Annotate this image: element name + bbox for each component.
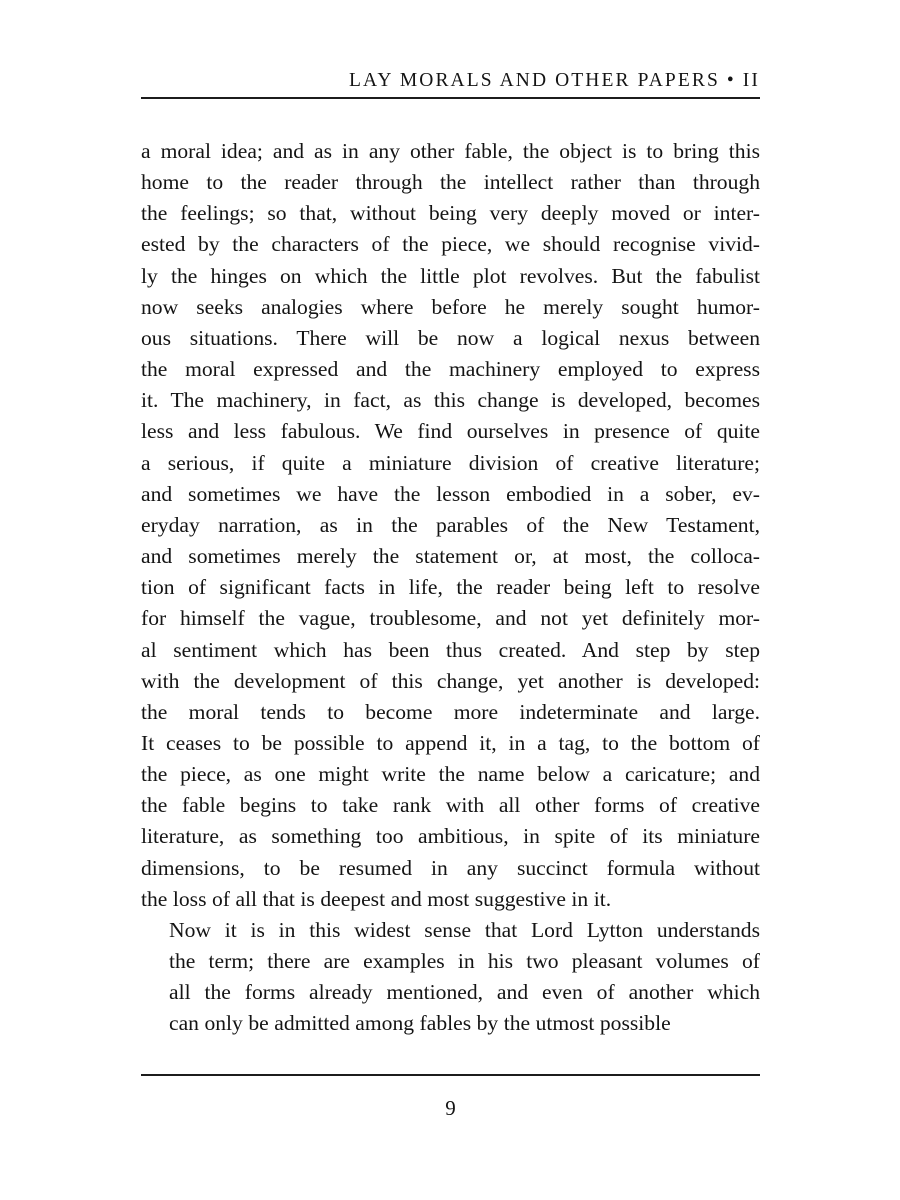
text-line: the loss of all that is deepest and most suggestive in it. xyxy=(141,886,612,911)
body-text xyxy=(141,136,760,1040)
text-line: and sometimes we have the lesson embodied in a sober, ev- xyxy=(141,481,760,506)
text-line: home to the reader through the intellect rather than through xyxy=(141,170,760,195)
text-line: the moral expressed and the machinery employed to express xyxy=(141,357,760,382)
text-line: ly the hinges on which the little plot revolves. But the fabulist xyxy=(141,263,760,288)
text-line: now seeks analogies where before he merely sought humor- xyxy=(141,294,760,319)
text-line: and sometimes merely the statement or, at most, the colloca- xyxy=(141,544,760,569)
text-line: eryday narration, as in the parables of the New Testament, xyxy=(141,512,760,537)
text-line: literature, as something too ambitious, in spite of its miniature xyxy=(141,824,760,849)
text-line: a serious, if quite a miniature division of creative literature; xyxy=(141,450,760,475)
text-line: all the forms already mentioned, and even of another which xyxy=(169,980,760,1005)
text-line: Now it is in this widest sense that Lord Lytton understands xyxy=(169,917,760,942)
running-head-title: LAY MORALS AND OTHER PAPERS • II xyxy=(348,70,760,91)
text-line: the term; there are examples in his two pleasant volumes of xyxy=(169,949,760,974)
text-line: can only be admitted among fables by the utmost possible xyxy=(169,1011,671,1036)
text-line: it. The machinery, in fact, as this change is developed, becomes xyxy=(141,388,760,413)
running-head xyxy=(141,68,760,98)
text-line: ous situations. There will be now a logical nexus between xyxy=(141,325,760,350)
text-line: with the development of this change, yet another is developed: xyxy=(141,668,760,693)
text-line: ested by the characters of the piece, we should recognise vivid- xyxy=(141,232,760,257)
text-line: dimensions, to be resumed in any succinct formula without xyxy=(141,855,760,880)
text-line: It ceases to be possible to append it, in a tag, to the bottom of xyxy=(141,730,760,755)
text-line: al sentiment which has been thus created. And step by step xyxy=(141,637,760,662)
text-line: a moral idea; and as in any other fable, the object is to bring this xyxy=(141,139,760,163)
text-line: the moral tends to become more indeterminate and large. xyxy=(141,699,760,724)
text-line: the fable begins to take rank with all other forms of creative xyxy=(141,793,760,818)
paragraph xyxy=(141,915,760,1040)
header-rule xyxy=(141,97,760,99)
text-line: for himself the vague, troublesome, and not yet definitely mor- xyxy=(141,606,760,631)
paragraph xyxy=(141,136,760,915)
text-line: the feelings; so that, without being very deeply moved or inter- xyxy=(141,201,760,226)
text-line: the piece, as one might write the name below a caricature; and xyxy=(141,762,760,787)
text-line: tion of significant facts in life, the reader being left to resolve xyxy=(141,575,760,600)
page-number: 9 xyxy=(445,1096,456,1120)
text-line: less and less fabulous. We find ourselves in presence of quite xyxy=(141,419,760,444)
footer-rule xyxy=(141,1074,760,1076)
